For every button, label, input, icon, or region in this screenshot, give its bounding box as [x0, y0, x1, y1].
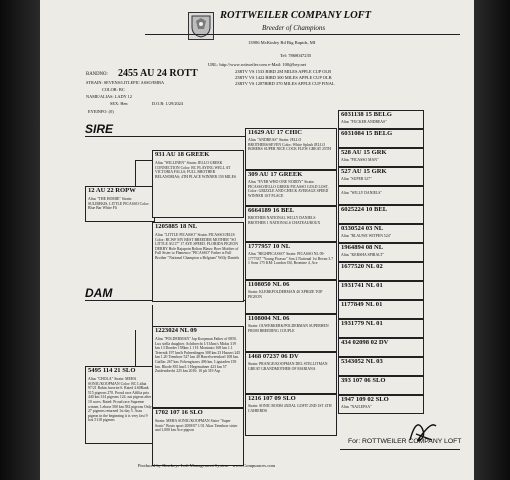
gen3-notes: Strain: PRANGE/KOOPMAN DEL STELLITMAN GREAT GRANDMOTHER OF MARIANA [248, 362, 328, 371]
gen4-ring: 6031084 15 BELG [341, 130, 393, 137]
dam-dam-ring: 1702 107 16 SLO [155, 409, 203, 416]
gen4-ring: 6025224 10 BEL [341, 206, 388, 213]
gen4-ring: 6031138 15 BELG [341, 111, 392, 118]
gen4-card [338, 224, 424, 243]
gen4-card [338, 167, 424, 186]
gen3-card [245, 128, 337, 170]
gen4-card [338, 300, 424, 319]
gen4-card [338, 205, 424, 224]
gen3-card [245, 206, 337, 242]
gen4-ring: 527 AU 15 GRK [341, 168, 387, 175]
sire-dam-ring: 1205885 18 NL [155, 223, 198, 230]
dam-dam-card [152, 408, 244, 466]
gen4-ring: 1931779 NL 01 [341, 320, 383, 327]
gen4-ring: 0330524 03 NL [341, 225, 384, 232]
loft-telephone: Tel: 7868047235 [280, 53, 312, 58]
gen4-card [338, 262, 424, 281]
gen4-ring: 1177849 NL 01 [341, 301, 383, 308]
gen3-ring: 1216 107 09 SLO [248, 395, 296, 402]
gen4-ring: 1964894 08 NL [341, 244, 384, 251]
gen4-ring: 1947 109 02 SLO [341, 396, 389, 403]
bird-strain: STRAIN: SEVENS/LITLEPIC ASSO/IMBA [86, 80, 165, 85]
gen4-ring: 434 02098 02 DV [341, 339, 389, 346]
photo-background-left [0, 0, 40, 480]
gen4-card [338, 243, 424, 262]
gen3-notes: Alias "ANDREAS" Strain: JELLO BROTHERS/SEVEN Color: White Splash JELLO BORERS SUPER NICE COCK FLEW GREAT 25TH [248, 138, 331, 152]
gen4-notes: Alias "PICASSO MAN" [341, 158, 379, 162]
gen3-card [245, 242, 337, 280]
gen3-notes: Alias "EVER WHO ONE NODDY" Strain: PICASSO/JELLO GREEK PICASSO GOLD LOST, Color: GRIZZLE AND CHECK AVERAGE SPEED WINNER 1ST PLACE [248, 180, 329, 198]
gen4-ring: 5343052 NL 03 [341, 358, 383, 365]
gen4-card [338, 319, 424, 338]
sire-ring: 12 AU 22 ROPW [88, 187, 136, 194]
connector [135, 330, 136, 370]
gen3-ring: 1468 07237 06 DV [248, 353, 299, 360]
sire-section-label: SIRE [85, 122, 114, 136]
gen3-ring: 11629 AU 17 CHIC [248, 129, 303, 136]
dam-dam-notes: Strain: MEHA SONIC/KOOPMAN Sister "Super Sonic" Bosto sport 2008/07 1/31 Alias Tiemborr sister and 1,000 km Ace pigeon [155, 419, 238, 433]
gen3-ring: 1777957 10 NL [248, 243, 291, 250]
gen3-ring: 1108004 NL 06 [248, 315, 290, 322]
loft-address: 13906 McKinley Rd Big Rapids, MI [248, 40, 316, 45]
gen4-card [338, 186, 424, 205]
gen4-card [338, 338, 424, 357]
sire-dam-card [152, 222, 244, 302]
bird-sex: SEX: Hen [110, 101, 128, 106]
gen3-card [245, 352, 337, 394]
gen4-ring: 1931741 NL 01 [341, 282, 383, 289]
gen4-notes: Alias "KERSHA SPIRALT" [341, 253, 385, 257]
bird-eye-info: EYEINFO: (0) [88, 109, 114, 114]
footer-line [340, 449, 460, 450]
loft-title: ROTTWEILER COMPANY LOFT [220, 10, 372, 21]
gen4-card [338, 281, 424, 300]
gen4-notes: Alias "SUPER 527" [341, 177, 372, 181]
pedigree-sheet [40, 0, 474, 480]
gen4-card [338, 357, 424, 376]
result-line: 23RTV VS 1533 BIRD 2M MILES APPLE CUP OLB [235, 69, 332, 74]
gen3-card [245, 394, 337, 436]
header-divider [145, 34, 460, 35]
result-line: 25RTV VS 1422 BIRD 300 MILES APPLE CUP OLB [235, 75, 332, 80]
gen3-card [245, 170, 337, 206]
dam-sire-card [152, 326, 244, 408]
gen4-notes: Alias "WILLY DANIELS" [341, 191, 382, 195]
gen4-ring: 1677520 NL 02 [341, 263, 383, 270]
gen3-ring: 6664189 16 BEL [248, 207, 295, 214]
dam-ring: 5495 114 21 SLO [88, 367, 136, 374]
sire-section-line [85, 136, 245, 137]
dam-sire-notes: Alias "POLDERMAN" Jap Koopman Father of 0850. Lux stella daughter. Achtbrecht 1/13/km/s Midas 319 km 13 Donder 158km 1.1 H. Montauto 168 km 1.1 Teternik 197 km/h Pulnenlingen 308 km 23 Hasseri 245 km 1.20 Tiemborr 527 km 40 Harrelsveenkoel 108 km. Gaillac 267 km. Fohengisarrs 496 km. Liguiaden 159 km. Rhode 835 km/l.1 Hegemahner 423 km 57 Zuidendrecht 225 km 2016: 10 ph 319 Asp [155, 337, 241, 374]
loft-url: URL: http://www.rottweiler.com e-Mail: 100@hey.net [208, 62, 307, 67]
gen4-ring: 528 AU 15 GRK [341, 149, 387, 156]
band-number: 2455 AU 24 ROTT [118, 68, 198, 79]
band-label: BANDNO: [86, 72, 108, 77]
gen3-card [245, 314, 337, 352]
gen3-card [245, 280, 337, 314]
gen4-card [338, 376, 424, 395]
gen4-notes: Alias "FUCKER ANDREAS" [341, 120, 387, 124]
sire-notes: Alias "THE HOMIE" Strain: SULIBEKIS, LITTLE PICASSO Color: Blue Bar White Fli [88, 197, 150, 211]
dam-notes: Alias "CHOLA" Strain: MEHA SONIC/KOOPMAN Color: BC Lithia 97/21 Rabin favorite 6. Rated 4.60Rank 515 pigeons 270. Proud race Affilia prix 440 km 314 pigeons 124. nat pigeon after 10 races. Rated: Proud race Supreme winner, Lebuse 500 km 582 pigeons Only 27 pigeons returned 1st day 5. Assu pigeon in the beginning it is very fast 9 lost 5118 pigeons [88, 377, 152, 423]
gen3-notes: BROTHER NATIONAL WILLY DANIELS BROTHER 1 NATIONALS CHATEAUROUX [248, 216, 321, 225]
gen3-notes: Alias "HIGHPICASSO" Strain: PICASSO NL 09-1777337 "Young Picasso" Son 2 National 1st Bevan 3.7 1 Sons 175 KM: London Olf, Bromine 4, Ace [248, 252, 334, 266]
dam-sire-ring: 1223024 NL 09 [155, 327, 197, 334]
sire-dam-notes: Alias "LITTLE PICASSO" Strain: PICASSO/JELIS Color: BCWF MY BEST BREEDER MOTHER "SO LITTLE AU17" 17 AYE SPEED. FLORIDA PIGEON DERBY Hole Rajapoin Bolton Blauw Boer Moither of Full Sister to Flamenco "PICASSO" Father is Full Brother "National Champion a Belgium" Willy Daniels [155, 233, 240, 260]
sire-card [85, 186, 155, 222]
gen3-ring: 309 AU 17 GREEK [248, 171, 303, 178]
gen4-ring: 393 107 06 SLO [341, 377, 386, 384]
loft-logo-icon [188, 12, 214, 40]
gen3-notes: Strain: KLERKPOLDERMAN 40 XPRIZE TOP PIGEON [248, 290, 323, 299]
gen3-ring: 1108050 NL 06 [248, 281, 290, 288]
loft-subtitle: Breeder of Champions [262, 24, 326, 32]
bird-dob: D.O.B: 1/29/2024 [152, 101, 183, 106]
gen4-notes: Alias "NAJLEPSA" [341, 405, 372, 409]
sire-sire-notes: Alias "WILLINEN" Strain: JELLO GREEK CONNECTION Color: BC PLAYING WELL AT VICTORIA FALLS; FULL BROTHER BELANORIAS; 4TH PLACE WINNER 150 MILES [155, 161, 237, 179]
result-line: 23RTV VS 1287BIRD 370 MILES APPLE CUP FINAL [235, 81, 335, 86]
gen4-card [338, 129, 424, 148]
dam-card [85, 366, 155, 444]
gen4-card [338, 110, 424, 129]
bird-name-alias: NAME/ALIAS: LADY 12 [86, 94, 132, 99]
sire-sire-card [152, 150, 244, 218]
gen4-card [338, 148, 424, 167]
bird-color: COLOR: BC [102, 87, 125, 92]
photo-background-right [474, 0, 510, 480]
gen4-notes: Alias "BLAUWE WITPEN 524" [341, 234, 392, 238]
gen3-notes: Strain: OUWERKERK/POLDERMAN SUPERHEN FROM BREEDING COUPLE [248, 324, 329, 333]
footer-owner: For: ROTTWEILER COMPANY LOFT [348, 438, 462, 445]
sire-sire-ring: 931 AU 18 GREEK [155, 151, 210, 158]
dam-section-label: DAM [85, 286, 113, 300]
gen3-notes: Strain: SONIC BOOM 4XDAL GOFIT 2ND 1ST 4TH CAHIERDS [248, 404, 332, 413]
footer-generated: Produced by Hawkeye Loft Management System - www.Compuraces.com [138, 463, 276, 468]
